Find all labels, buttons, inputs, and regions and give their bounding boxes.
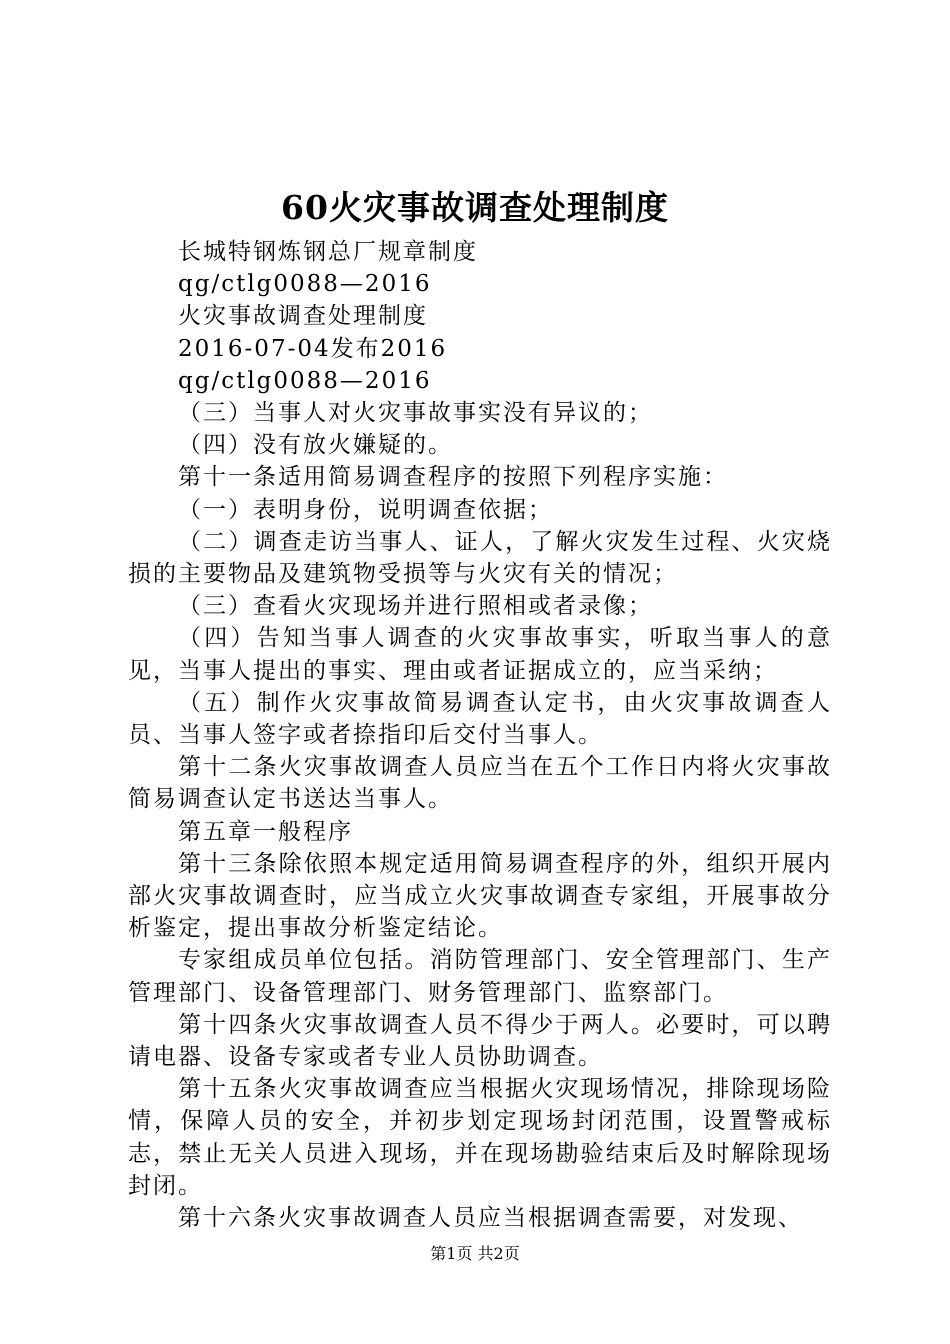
paragraph: （四）告知当事人调查的火灾事故事实，听取当事人的意见，当事人提出的事实、理由或者证据成立的，应当采纳； <box>128 625 832 684</box>
paragraph: 火灾事故调查处理制度 <box>178 303 428 330</box>
paragraph: 2016-07-04发布2016 <box>178 335 448 362</box>
paragraph: 第五章一般程序 <box>178 818 353 845</box>
paragraph: 第十三条除依照本规定适用简易调查程序的外，组织开展内部火灾事故调查时，应当成立火灾事故调查专家组，开展事故分析鉴定，提出事故分析鉴定结论。 <box>128 850 832 942</box>
paragraph: 第十五条火灾事故调查应当根据火灾现场情况，排除现场险情，保障人员的安全，并初步划定现场封闭范围，设置警戒标志，禁止无关人员进入现场，并在现场勘验结束后及时解除现场封闭。 <box>128 1076 832 1199</box>
paragraph: 第十一条适用简易调查程序的按照下列程序实施： <box>178 464 728 491</box>
paragraph: qg/ctlg0088—2016 <box>178 367 432 394</box>
paragraph: 第十二条火灾事故调查人员应当在五个工作日内将火灾事故简易调查认定书送达当事人。 <box>128 754 832 813</box>
document-body <box>128 236 832 1234</box>
paragraph: 专家组成员单位包括。消防管理部门、安全管理部门、生产管理部门、设备管理部门、财务管理部门、监察部门。 <box>128 947 832 1006</box>
paragraph: 第十四条火灾事故调查人员不得少于两人。必要时，可以聘请电器、设备专家或者专业人员协助调查。 <box>128 1011 832 1071</box>
paragraph: （二）调查走访当事人、证人，了解火灾发生过程、火灾烧损的主要物品及建筑物受损等与火灾有关的情况； <box>128 528 832 588</box>
paragraph: qg/ctlg0088—2016 <box>178 271 432 298</box>
paragraph: （三）查看火灾现场并进行照相或者录像； <box>178 593 653 620</box>
paragraph: （四）没有放火嫌疑的。 <box>178 432 453 459</box>
paragraph: 第十六条火灾事故调查人员应当根据调查需要，对发现、 <box>178 1205 803 1232</box>
paragraph: （三）当事人对火灾事故事实没有异议的； <box>178 400 653 427</box>
paragraph: 长城特钢炼钢总厂规章制度 <box>178 239 478 265</box>
page-number-footer: 第1页 共2页 <box>430 1244 520 1263</box>
paragraph: （一）表明身份，说明调查依据； <box>178 496 553 523</box>
paragraph: （五）制作火灾事故简易调查认定书，由火灾事故调查人员、当事人签字或者捺指印后交付当事人。 <box>128 689 832 749</box>
document-title: 60火灾事故调查处理制度 <box>281 188 669 227</box>
